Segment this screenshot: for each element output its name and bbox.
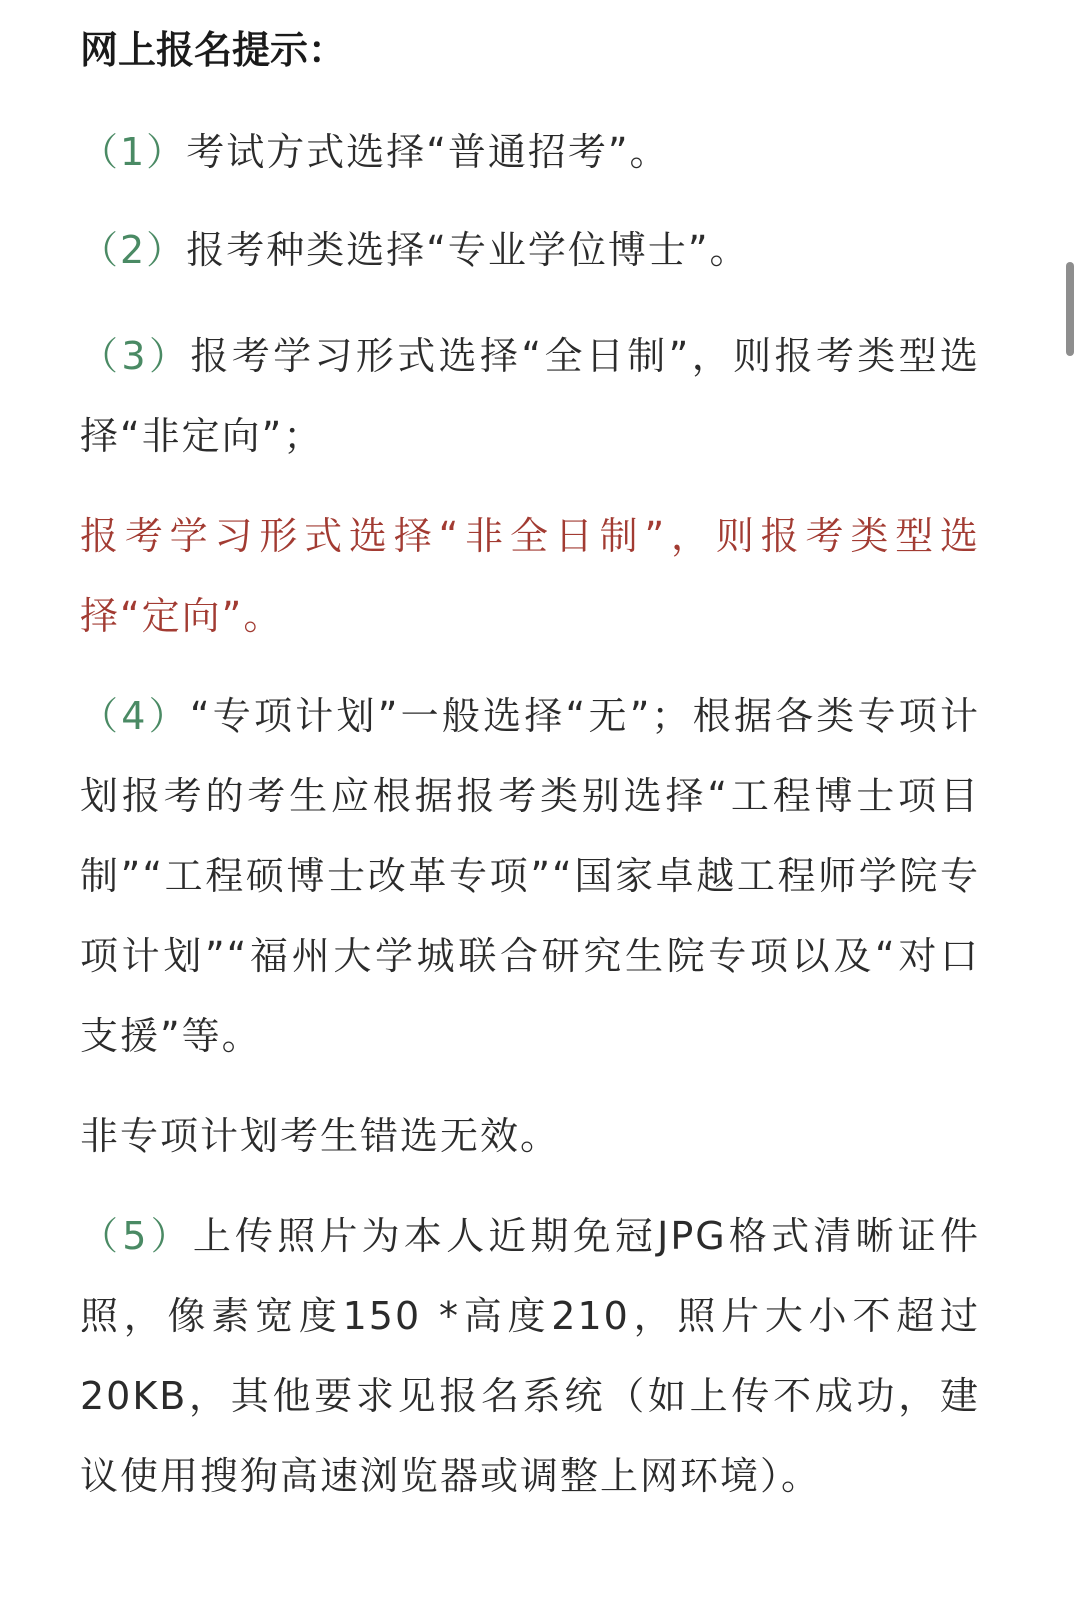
item-number: （2） — [80, 228, 187, 272]
item-number: （3） — [80, 334, 191, 378]
scrollbar-thumb[interactable] — [1066, 262, 1074, 356]
item-text: 报考学习形式选择“全日制”，则报考类型选择“非定向”； — [80, 334, 980, 458]
item-text: 考试方式选择“普通招考”。 — [186, 130, 670, 174]
item-text: 上传照片为本人近期免冠JPG格式清晰证件照，像素宽度150 *高度210，照片大小不超过20KB，其他要求见报名系统（如上传不成功，建议使用搜狗高速浏览器或调整上网环境）。 — [80, 1214, 980, 1498]
item-number: （1） — [80, 130, 187, 174]
tip-item-1 — [80, 112, 980, 192]
section-heading: 网上报名提示： — [80, 28, 347, 72]
tip-item-3 — [80, 316, 980, 476]
item-number: （4） — [80, 694, 190, 738]
item-number: （5） — [80, 1214, 193, 1258]
tip-item-3-note: 报考学习形式选择“非全日制”，则报考类型选择“定向”。 — [80, 514, 980, 638]
item-text: “专项计划”一般选择“无”；根据各类专项计划报考的考生应根据报考类别选择“工程博士项目制”“工程硕博士改革专项”“国家卓越工程师学院专项计划”“福州大学城联合研究生院专项以及“对口支援”等。 — [80, 694, 980, 1058]
tip-item-5 — [80, 1196, 980, 1516]
tip-item-2 — [80, 210, 980, 290]
item-text: 报考种类选择“专业学位博士”。 — [186, 228, 750, 272]
tip-item-4 — [80, 676, 980, 1076]
tip-item-4-footnote: 非专项计划考生错选无效。 — [80, 1114, 561, 1158]
